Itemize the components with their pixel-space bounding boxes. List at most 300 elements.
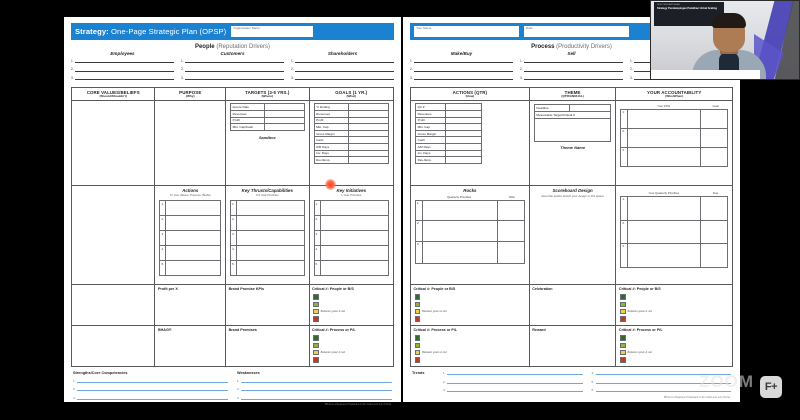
- write-rule: [185, 75, 284, 80]
- row-sub: To Live Values, Purpose, BHAG: [169, 192, 211, 197]
- col-sub: (QTR/ANNUAL): [561, 93, 584, 98]
- cell-label: Brand Promise KPIs: [228, 287, 265, 292]
- numbered-line[interactable]: [71, 67, 174, 72]
- metric-row[interactable]: [416, 151, 481, 158]
- stack-row[interactable]: [315, 231, 388, 246]
- legend-row: [415, 294, 526, 300]
- stack-input[interactable]: [237, 231, 303, 245]
- numbered-line[interactable]: [73, 378, 228, 383]
- metric-row[interactable]: [416, 131, 481, 138]
- legend-text: Between green & red: [627, 310, 652, 314]
- stack-number: 4.: [231, 246, 237, 260]
- traffic-light-legend: [616, 292, 732, 325]
- metric-row[interactable]: [231, 118, 303, 125]
- purpose-input[interactable]: [155, 101, 226, 185]
- key-thrusts-cell: [226, 186, 309, 284]
- row-number: 2.: [621, 129, 627, 148]
- theme-metric-table: [534, 104, 612, 141]
- metric-value[interactable]: [265, 104, 304, 110]
- targets-cell: [226, 101, 309, 185]
- numbered-line[interactable]: [443, 370, 583, 375]
- stack-input[interactable]: [321, 246, 388, 260]
- numbered-line[interactable]: [592, 387, 732, 392]
- write-rule: [596, 370, 731, 375]
- numbered-line[interactable]: [73, 386, 228, 391]
- col-title: THEME: [564, 89, 581, 95]
- metric-value[interactable]: [349, 124, 388, 130]
- right-footnote: BHAG is a Registered Trademark of Jim Collins and Jerry Porras: [664, 396, 730, 399]
- legend-row: [620, 343, 729, 349]
- numbered-line[interactable]: [71, 58, 174, 63]
- swatch-red: [313, 316, 319, 322]
- quarterly-priorities-table: [620, 196, 728, 268]
- slide-kicker: SESI PENDAMPINGAN: [657, 4, 681, 6]
- priority-input[interactable]: [628, 221, 700, 244]
- actions-qtr-cell: [411, 101, 530, 185]
- legend-row: [620, 335, 729, 341]
- stack-number: 2.: [315, 216, 321, 230]
- metric-value[interactable]: [349, 118, 388, 124]
- metric-value[interactable]: [349, 104, 388, 110]
- numbered-line[interactable]: [520, 75, 623, 80]
- metric-key: A/R Days: [315, 144, 349, 150]
- legend-row: [620, 309, 729, 315]
- organization-name-field[interactable]: Organization Name: [231, 26, 313, 37]
- stack-row[interactable]: [315, 246, 388, 261]
- opsp-page-left: [64, 17, 401, 407]
- due-input[interactable]: [701, 244, 727, 267]
- metric-key: Qtr #: [416, 104, 446, 110]
- col-sub: (Where): [261, 93, 274, 98]
- line-number: 1.: [630, 58, 633, 63]
- metric-value[interactable]: [570, 105, 611, 111]
- rock-column[interactable]: [423, 201, 498, 263]
- table-body: [628, 197, 727, 267]
- metric-row[interactable]: [315, 118, 388, 125]
- line-number: 2.: [520, 67, 523, 72]
- line-number: 5.: [591, 379, 595, 384]
- metric-value[interactable]: [446, 137, 480, 143]
- stack-row[interactable]: [231, 201, 303, 216]
- numbered-line[interactable]: [410, 75, 513, 80]
- values-spill-cell[interactable]: [72, 285, 155, 325]
- kpi-input[interactable]: [628, 148, 700, 167]
- line-number: 2.: [71, 67, 74, 72]
- metric-row[interactable]: [315, 104, 388, 111]
- metric-value[interactable]: [446, 157, 480, 163]
- metric-value[interactable]: [446, 118, 480, 124]
- write-rule: [524, 75, 623, 80]
- stack-input[interactable]: [166, 231, 220, 245]
- line-number: 1.: [237, 378, 240, 383]
- line-number: 6.: [591, 388, 595, 393]
- goal-column[interactable]: [701, 110, 727, 166]
- write-rule: [414, 58, 513, 63]
- col-sub: (What): [346, 93, 357, 98]
- stack-input[interactable]: [166, 216, 220, 230]
- stack-row[interactable]: [160, 231, 220, 246]
- people-col-shareholders: [291, 51, 394, 84]
- priority-input[interactable]: [628, 244, 700, 267]
- col-purpose: [155, 88, 226, 101]
- swatch-green-light: [620, 343, 626, 349]
- swatch-red: [313, 357, 319, 363]
- stack-input[interactable]: [321, 261, 388, 275]
- traffic-light-legend: [310, 333, 393, 366]
- stack-number: 4.: [315, 246, 321, 260]
- section-head: Weaknesses: [237, 371, 260, 376]
- cell-label: Profit per X: [157, 287, 178, 292]
- stack-input[interactable]: [321, 231, 388, 245]
- numbered-line[interactable]: [181, 58, 284, 63]
- metric-value[interactable]: [535, 119, 611, 141]
- write-rule: [447, 379, 582, 384]
- stack-row[interactable]: [231, 261, 303, 275]
- who-input[interactable]: [498, 242, 524, 263]
- values-notes-cell[interactable]: [72, 186, 155, 284]
- stack-input[interactable]: [237, 246, 303, 260]
- laser-pointer-annotation: [325, 179, 336, 190]
- values-spill-cell-2[interactable]: [72, 326, 155, 366]
- numbered-line[interactable]: [181, 67, 284, 72]
- numbered-line[interactable]: [237, 378, 392, 383]
- cell-label: Critical #: People or B/S: [618, 287, 661, 292]
- kpi-input[interactable]: [628, 110, 700, 129]
- stack-input[interactable]: [166, 201, 220, 215]
- who-column[interactable]: [498, 201, 524, 263]
- metric-key: Deadline: [535, 105, 570, 111]
- stack-number: 3.: [315, 231, 321, 245]
- accountability-table: [620, 109, 728, 167]
- stack-number: 1.: [160, 201, 166, 215]
- people-triplet: [71, 51, 394, 84]
- numbered-line[interactable]: [592, 370, 732, 375]
- metric-key: Inv. Days: [416, 151, 446, 157]
- metric-value[interactable]: [349, 131, 388, 137]
- traffic-light-legend: [616, 333, 732, 366]
- metric-value[interactable]: [349, 137, 388, 143]
- targets-metric-table: [230, 103, 304, 130]
- numbered-line[interactable]: [291, 67, 394, 72]
- line-number: 3.: [410, 75, 413, 80]
- priority-input[interactable]: [628, 197, 700, 220]
- metric-row[interactable]: [231, 124, 303, 130]
- metric-key: Cash: [416, 137, 446, 143]
- stack-input[interactable]: [321, 201, 388, 215]
- line-number: 1.: [410, 58, 413, 63]
- numbered-line[interactable]: [181, 75, 284, 80]
- celebration-cell[interactable]: [530, 285, 617, 325]
- metric-value[interactable]: [265, 118, 304, 124]
- line-number: 1.: [73, 378, 76, 383]
- metric-row[interactable]: [535, 105, 611, 112]
- traffic-light-legend: [411, 333, 529, 366]
- metric-row[interactable]: [315, 124, 388, 131]
- webcam-video-tile[interactable]: [650, 0, 800, 80]
- metric-row[interactable]: [315, 144, 388, 151]
- process-banner-bold: Process: [531, 44, 555, 50]
- reward-cell[interactable]: [530, 326, 617, 366]
- grid-body-row-2: [411, 185, 732, 284]
- stack-input[interactable]: [321, 216, 388, 230]
- theme-freetext[interactable]: [535, 119, 611, 141]
- stack-input[interactable]: [166, 246, 220, 260]
- numbered-line[interactable]: [71, 75, 174, 80]
- metric-value[interactable]: [265, 111, 304, 117]
- due-input[interactable]: [701, 197, 727, 220]
- numbered-line[interactable]: [291, 75, 394, 80]
- write-rule: [447, 387, 582, 392]
- metric-row[interactable]: [416, 124, 481, 131]
- traffic-light-legend: [310, 292, 393, 325]
- people-banner-rest: (Reputation Drivers): [214, 44, 271, 50]
- stack-input[interactable]: [237, 216, 303, 230]
- metric-row[interactable]: [416, 144, 481, 151]
- date-field[interactable]: Date: [524, 26, 629, 37]
- grid-body-row-1: [72, 100, 393, 185]
- row-number: 1.: [416, 201, 422, 222]
- rock-input[interactable]: [423, 242, 497, 263]
- legend-text: Between green & red: [422, 351, 447, 355]
- goals-metric-table: [314, 103, 389, 163]
- legend-row: [313, 294, 390, 300]
- metric-value[interactable]: [349, 157, 388, 163]
- numbered-line[interactable]: [73, 395, 228, 400]
- col-head: Make/Buy: [450, 51, 473, 56]
- line-number: 2.: [410, 67, 413, 72]
- people-col-employees: [71, 51, 174, 84]
- swatch-green-dark: [620, 335, 626, 341]
- sandbox-label: Sandbox: [258, 134, 276, 140]
- stack-row[interactable]: [160, 246, 220, 261]
- stack-input[interactable]: [237, 261, 303, 275]
- metric-value[interactable]: [349, 144, 388, 150]
- legend-text: Between green & red: [320, 351, 345, 355]
- numbered-line[interactable]: [291, 58, 394, 63]
- numbered-line[interactable]: [520, 58, 623, 63]
- stack-number: 3.: [160, 231, 166, 245]
- legend-row: [415, 309, 526, 315]
- line-number: 2.: [73, 387, 76, 392]
- write-rule: [75, 58, 174, 63]
- stack-input[interactable]: [237, 201, 303, 215]
- due-input[interactable]: [701, 221, 727, 244]
- write-rule: [77, 378, 228, 383]
- metric-value[interactable]: [265, 124, 304, 130]
- metric-value[interactable]: [446, 124, 480, 130]
- key-initiatives-head: [310, 186, 393, 198]
- metric-row[interactable]: [416, 157, 481, 163]
- numbered-line[interactable]: [410, 67, 513, 72]
- write-rule: [77, 386, 228, 391]
- process-col-sell: [520, 51, 623, 84]
- grid-body-row-3: [72, 284, 393, 325]
- kpi-input[interactable]: [628, 129, 700, 148]
- brand-promises-cell[interactable]: [226, 326, 309, 366]
- line-number: 3.: [443, 388, 446, 393]
- rocks-table: [415, 200, 525, 264]
- accountability-cell: [616, 101, 732, 185]
- line-number: 1.: [181, 58, 184, 63]
- page-title-bold: Strategy:: [75, 27, 109, 36]
- legend-row: [620, 350, 729, 356]
- stack-row[interactable]: [315, 216, 388, 231]
- write-rule: [241, 386, 392, 391]
- metric-row[interactable]: [231, 111, 303, 118]
- legend-row: [620, 302, 729, 308]
- legend-text: Between green & red: [320, 310, 345, 314]
- metric-value[interactable]: [349, 151, 388, 157]
- grid-body-row-3: [411, 284, 732, 325]
- swatch-green-light: [620, 302, 626, 308]
- strengths-column: [73, 371, 228, 403]
- swatch-red: [620, 357, 626, 363]
- metric-row[interactable]: [416, 111, 481, 118]
- metric-value[interactable]: [349, 111, 388, 117]
- metric-row[interactable]: [315, 157, 388, 163]
- kpi-column[interactable]: [628, 110, 701, 166]
- col-head: Shareholders: [327, 51, 358, 56]
- numbered-line[interactable]: [237, 386, 392, 391]
- who-input[interactable]: [498, 201, 524, 222]
- metric-key: Rev./Emp.: [315, 157, 349, 163]
- stack-input[interactable]: [166, 261, 220, 275]
- numbered-line[interactable]: [410, 58, 513, 63]
- metric-value[interactable]: [446, 131, 480, 137]
- swatch-green-light: [313, 343, 319, 349]
- metric-row[interactable]: [231, 104, 303, 111]
- swatch-green-light: [415, 343, 421, 349]
- stack-row[interactable]: [231, 231, 303, 246]
- metric-row[interactable]: [416, 118, 481, 125]
- line-number: 1.: [520, 58, 523, 63]
- priority-column[interactable]: [628, 197, 701, 267]
- actions-stack: [159, 200, 221, 276]
- goal-input[interactable]: [701, 148, 727, 167]
- cell-label: Reward: [532, 328, 546, 333]
- stack-number: 2.: [231, 216, 237, 230]
- row-number: 1.: [621, 197, 627, 220]
- fplus-badge[interactable]: F+: [760, 376, 782, 398]
- kpis-head: Your KPIs: [657, 104, 671, 109]
- metric-key: Mkt. Cap: [315, 124, 349, 130]
- scoreboard-cell[interactable]: [530, 186, 617, 284]
- line-number: 1.: [71, 58, 74, 63]
- numbered-line[interactable]: [520, 67, 623, 72]
- legend-row: [313, 316, 390, 322]
- key-thrusts-stack: [230, 200, 304, 276]
- metric-key: Future Date: [231, 104, 265, 110]
- metric-row[interactable]: [315, 111, 388, 118]
- write-rule: [77, 395, 228, 400]
- metric-row[interactable]: [416, 104, 481, 111]
- stack-number: 5.: [315, 261, 321, 275]
- cell-label: Celebration: [532, 287, 553, 292]
- stack-number: 2.: [160, 216, 166, 230]
- who-input[interactable]: [498, 221, 524, 242]
- webcam-border: [650, 0, 800, 80]
- actions-metric-table: [415, 103, 482, 163]
- metric-value[interactable]: [446, 151, 480, 157]
- metric-value[interactable]: [446, 144, 480, 150]
- metric-key: Profit: [416, 118, 446, 124]
- legend-row: [313, 350, 390, 356]
- rock-input[interactable]: [423, 221, 497, 242]
- metric-key: Measurable Target/Critical #: [536, 112, 575, 117]
- due-column[interactable]: [701, 197, 727, 267]
- left-bottom-section: [71, 371, 394, 403]
- metric-value[interactable]: [446, 111, 480, 117]
- numbered-line[interactable]: [237, 395, 392, 400]
- stack-row[interactable]: [315, 261, 388, 275]
- numbered-line[interactable]: [592, 379, 732, 384]
- write-rule: [414, 67, 513, 72]
- critical-process-pl-left-cell: [411, 326, 530, 366]
- line-number: 2.: [291, 67, 294, 72]
- numbered-line[interactable]: [443, 379, 583, 384]
- metric-key: Revenues: [231, 111, 265, 117]
- key-initiatives-cell: [310, 186, 393, 284]
- metric-row[interactable]: [535, 112, 611, 119]
- cell-label: Critical #: Process or P/L: [413, 328, 458, 333]
- line-number: 3.: [630, 75, 633, 80]
- row-number: 3.: [622, 147, 625, 152]
- row-numbers: [621, 110, 628, 166]
- people-banner-bold: People: [194, 44, 215, 50]
- profit-per-x-cell[interactable]: [155, 285, 226, 325]
- metric-key: Profit: [231, 118, 265, 124]
- legend-text: Between green & red: [627, 351, 652, 355]
- stack-row[interactable]: [231, 246, 303, 261]
- line-number: 4.: [591, 371, 595, 376]
- numbered-line[interactable]: [443, 387, 583, 392]
- metric-row[interactable]: [315, 151, 388, 158]
- row-title: Key Initiatives: [336, 188, 367, 194]
- legend-text: Between green & red: [422, 310, 447, 314]
- metric-key: Cash: [315, 137, 349, 143]
- col-title: TARGETS (3-5 YRS.): [245, 89, 290, 95]
- rock-input[interactable]: [423, 201, 497, 222]
- stack-row[interactable]: [315, 201, 388, 216]
- metric-row[interactable]: [315, 131, 388, 138]
- metric-value[interactable]: [446, 104, 480, 110]
- metric-row[interactable]: [416, 137, 481, 144]
- quarterly-priorities-cell: [616, 186, 732, 284]
- bhag-cell[interactable]: [155, 326, 226, 366]
- stack-row[interactable]: [160, 201, 220, 216]
- col-goals: [310, 88, 393, 101]
- rocks-head: [411, 186, 529, 194]
- col-sub: (Should/Shouldn't): [99, 93, 127, 98]
- write-rule: [447, 370, 582, 375]
- brand-promise-kpis-cell[interactable]: [226, 285, 309, 325]
- stack-row[interactable]: [160, 216, 220, 231]
- stack-row[interactable]: [231, 216, 303, 231]
- cell-label: Critical #: People or B/S: [312, 287, 354, 292]
- write-rule: [185, 67, 284, 72]
- write-rule: [295, 75, 394, 80]
- goal-input[interactable]: [701, 129, 727, 148]
- metric-key: Gross Margin: [416, 131, 446, 137]
- core-values-input[interactable]: [72, 101, 155, 185]
- your-name-field[interactable]: Your Name: [414, 26, 519, 37]
- stack-row[interactable]: [160, 261, 220, 275]
- metric-row[interactable]: [315, 137, 388, 144]
- row-numbers: [416, 201, 423, 263]
- goal-input[interactable]: [701, 110, 727, 129]
- legend-row: [415, 343, 526, 349]
- write-rule: [524, 58, 623, 63]
